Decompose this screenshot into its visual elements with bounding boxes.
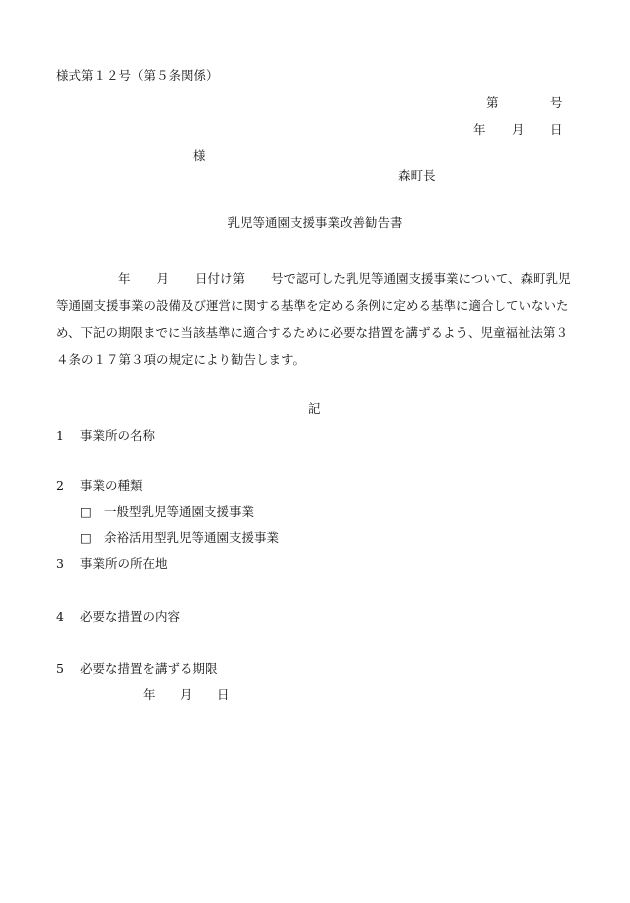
deadline-day: 日 [217, 687, 230, 702]
number-go: 号 [550, 95, 563, 110]
sender-name: 森町長 [398, 168, 436, 183]
item-4-label: 必要な措置の内容 [80, 609, 181, 624]
body-paragraph [56, 265, 592, 373]
date-month: 月 [512, 122, 525, 137]
form-number: 様式第１２号（第５条関係） [56, 68, 219, 83]
item-2-number: 2 [56, 478, 64, 493]
body-line-4: ４条の１７第３項の規定により勧告します。 [56, 352, 306, 367]
body-line-2: 等通園支援事業の設備及び運営に関する基準を定める条例に定める基準に適合していないた [56, 298, 569, 313]
body-line-3: め、下記の期限までに当該基準に適合するために必要な措置を講ずるよう、児童福祉法第３ [56, 325, 569, 340]
deadline-year: 年 [143, 687, 156, 702]
date-day: 日 [550, 122, 563, 137]
number-dai: 第 [486, 95, 499, 110]
checkbox-surplus-label: 余裕活用型乳児等通園支援事業 [104, 530, 280, 545]
body-line-1: 年 月 日付け第 号で認可した乳児等通園支援事業について、森町乳児 [118, 271, 571, 286]
checkbox-general-label: 一般型乳児等通園支援事業 [104, 504, 255, 519]
item-3-label: 事業所の所在地 [80, 556, 168, 571]
item-2-label: 事業の種類 [80, 478, 143, 493]
item-5-label: 必要な措置を講ずる期限 [80, 661, 218, 676]
checkbox-surplus[interactable]: □ [80, 530, 92, 545]
addressee-sama: 様 [193, 148, 206, 163]
document-title: 乳児等通園支援事業改善勧告書 [227, 215, 403, 230]
item-1-label: 事業所の名称 [80, 428, 156, 443]
item-4-number: 4 [56, 609, 64, 624]
deadline-month: 月 [180, 687, 193, 702]
item-3-number: 3 [56, 556, 64, 571]
date-year: 年 [473, 122, 486, 137]
item-5-number: 5 [56, 661, 64, 676]
checkbox-general[interactable]: □ [80, 504, 92, 519]
item-1-number: 1 [56, 428, 64, 443]
ki-heading: 記 [308, 401, 321, 416]
